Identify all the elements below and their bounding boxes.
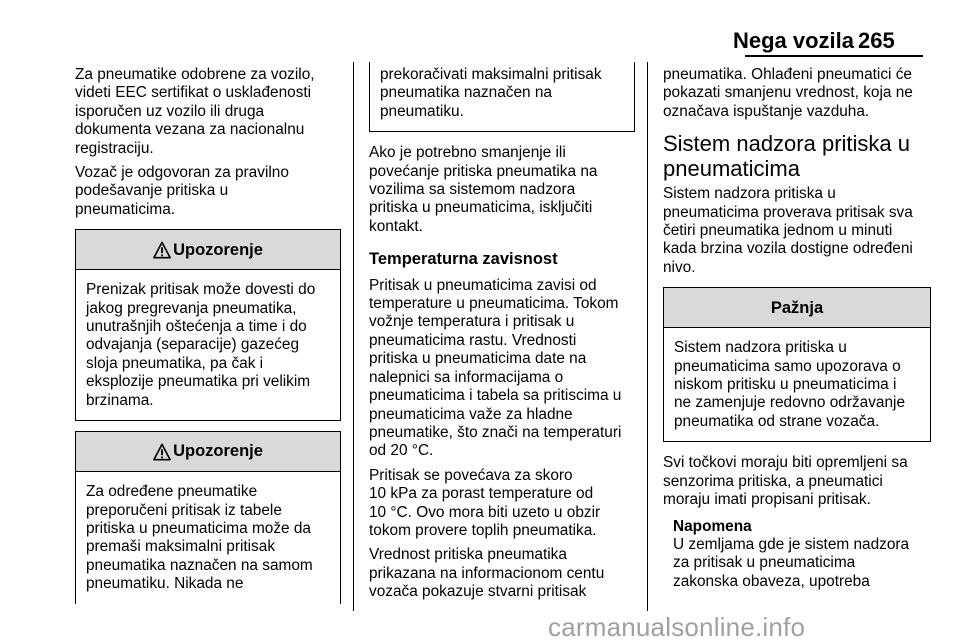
- column-divider-2: [647, 62, 648, 611]
- warning-title: Upozorenje: [173, 442, 263, 461]
- warning-body: Prenizak pritisak može dovesti do jakog pregrevanja pneumatika, unutrašnjih oštećenja a time i do odvajanja (separacije) gazećeg sloja pneumatika, pa čak i eksplozije pneumatika pri velikim brzinama.: [86, 281, 316, 409]
- heading-tpms: Sistem nadzora pritiska u pneumaticima: [663, 131, 910, 182]
- paragraph-pressure-increase: Pritisak se povećava za skoro 10 kPa za porast temperature od 10 °C. Ovo mora biti uzeto u obzir tokom provere toplih pneumatika.: [369, 466, 601, 539]
- note-body: U zemljama gde je sistem nadzora za pritisak u pneumaticima zakonska obaveza, upotreba: [673, 535, 910, 590]
- paragraph-driver-info-center: Vrednost pritiska pneumatika prikazana na informacionom centu vozača pokazuje stvarni pritisak: [369, 546, 605, 601]
- warning-box-header: [76, 230, 340, 270]
- header-rule: [745, 55, 923, 57]
- caution-body: Sistem nadzora pritiska u pneumaticima samo upozorava o niskom pritisku u pneumaticima i ne zamenjuje redovno održavanje pneumatika od strane vozača.: [674, 339, 906, 430]
- paragraph-eec-certificate: Za pneumatike odobrene za vozilo, videti EEC sertifikat o usklađenosti isporučen uz vozilo ili druga dokumenta vezana za nacionalnu registraciju.: [75, 66, 315, 157]
- note-title: Napomena: [673, 517, 752, 535]
- section-title: Nega vozila: [732, 28, 854, 53]
- warning-box-low-pressure: [75, 229, 341, 421]
- warning-box-continued: [369, 62, 635, 132]
- column-divider-1: [353, 62, 354, 611]
- warning-triangle-icon: [153, 443, 171, 461]
- caution-box: [663, 287, 931, 442]
- paragraph-tpms-check: Sistem nadzora pritiska u pneumaticima proverava pritisak sva četiri pneumatika jednom u minuti kada brzina vozila dostigne određeni nivo.: [663, 185, 913, 276]
- page-number: 265: [858, 28, 895, 53]
- watermark: carmanualsonline.info: [548, 612, 806, 642]
- column-1: [75, 66, 341, 604]
- heading-temperature-dependence: Temperaturna zavisnost: [369, 250, 558, 269]
- warning-title: Upozorenje: [173, 240, 263, 259]
- paragraph-sensors: Svi točkovi moraju biti opremljeni sa senzorima pritiska, a pneumatici moraju imati propisani pritisak.: [663, 454, 908, 509]
- column-2: [369, 62, 635, 608]
- warning-triangle-icon: [153, 241, 171, 259]
- paragraph-cooled-tyres: pneumatika. Ohlađeni pneumatici će pokazati smanjenu vrednost, koja ne označava ispuštanje vazduha.: [663, 66, 913, 120]
- column-3: [663, 66, 931, 591]
- warning-body-continued: prekoračivati maksimalni pritisak pneumatika naznačen na pneumatiku.: [380, 66, 602, 120]
- caution-box-header: Pažnja: [664, 288, 930, 328]
- page-header: [0, 0, 960, 60]
- warning-body: Za određene pneumatike preporučeni pritisak iz tabele pritiska u pneumaticima može da premaši maksimalni pritisak pneumatika naznačen na samom pneumatiku. Nikada ne: [86, 483, 313, 593]
- paragraph-driver-responsibility: Vozač je odgovoran za pravilno podešavanje pritiska u pneumaticima.: [75, 164, 289, 218]
- paragraph-ignition-off: Ako je potrebno smanjenje ili povećanje pritiska pneumatika na vozilima sa sistemom nadzora pritiska u pneumaticima, isključiti kontakt.: [369, 144, 598, 235]
- paragraph-temperature: Pritisak u pneumaticima zavisi od temperature u pneumaticima. Tokom vožnje temperatura i pritisak u pneumaticima rastu. Vrednosti pritiska u pneumaticima date na nalepnici sa informacijama o pneumaticima i tabela sa pritiscima u pneumaticima važe za hladne pneumatike, što znači na temperaturi od 20 °C.: [369, 276, 622, 460]
- warning-box-max-pressure: [75, 431, 341, 603]
- warning-box-header: [76, 432, 340, 472]
